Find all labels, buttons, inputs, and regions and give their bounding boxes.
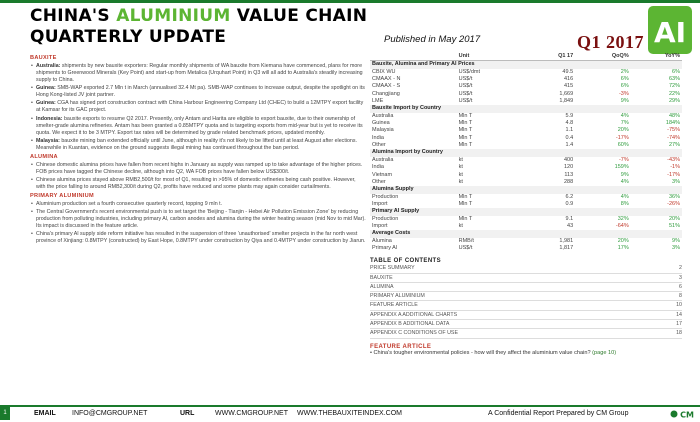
table-cell: US$/t: [458, 83, 473, 90]
title-suffix: VALUE CHAIN: [230, 6, 368, 26]
table-cell: 4%: [620, 193, 629, 200]
summary-bullet: [30, 201, 366, 208]
bullet-text: Chinese domestic alumina prices have fallen from recent highs in January as supply was ramped up to take advantage of the higher prices. FOB prices have tagged the Chinese decline, although into Q2, WA FOB prices have fallen below US$300/t.: [36, 161, 363, 175]
summary-bullet: [30, 138, 366, 152]
table-row: [370, 164, 682, 171]
url-label: URL: [180, 410, 195, 417]
key-data-table: [370, 53, 682, 252]
table-cell: 32%: [617, 215, 629, 222]
toc-item-page: 6: [679, 283, 682, 290]
table-cell: 1.1: [565, 127, 574, 134]
report-title: [30, 6, 367, 48]
table-cell: kt: [458, 171, 463, 178]
table-cell: 1,669: [559, 90, 574, 97]
table-cell: LME: [372, 98, 384, 105]
table-cell: 113: [564, 171, 574, 178]
table-cell: 6%: [672, 68, 680, 75]
toc-item-page: 3: [679, 274, 682, 281]
table-cell: 51%: [668, 222, 680, 229]
table-cell: 36%: [668, 193, 680, 200]
table-cell: 8%: [620, 200, 629, 207]
group-title: Average Costs: [370, 230, 682, 237]
column-header: YoY%: [631, 53, 682, 61]
table-header-row: [370, 53, 682, 61]
table-cell: 7%: [620, 120, 629, 127]
table-row: [370, 127, 682, 134]
bullet-text: China's primary Al supply side reform initiative has resulted in the suspension of three 'unauthorised' smelter projects in the far north west province of Xinjiang: 0.8MTPY (constructed) by East Hope, 0.8MTPY under construction by Qiya and 0.4MTPY under construction by Jiarun.: [36, 231, 366, 245]
column-header: QoQ%: [575, 53, 631, 61]
toc-item[interactable]: [370, 329, 682, 338]
table-cell: Production: [372, 193, 399, 200]
table-cell: 1,981: [559, 237, 574, 244]
table-cell: -64%: [615, 222, 629, 229]
toc-item[interactable]: [370, 274, 682, 283]
bullet-text: CGA has signed port construction contract with China Harbour Engineering Company Ltd (CHEC) to build a 12MTPY export facility at Kamsar for its GAC project.: [36, 100, 364, 114]
summary-column: [30, 53, 366, 403]
section-heading: ALUMINA: [30, 153, 58, 160]
table-cell: Mln T: [458, 134, 473, 141]
section-heading: PRIMARY ALUMINIUM: [30, 192, 94, 199]
table-row: [370, 238, 682, 245]
table-cell: 400: [563, 156, 574, 163]
feature-page-ref[interactable]: (page 10): [592, 349, 617, 356]
bullet-text: SMB-WAP exported 2.7 Mln t in March (annualised 32.4 Mt pa). SMB-WAP continues to increase output, despite the spotlight on its Hong Kong-listed JV joint partner.: [36, 85, 365, 99]
toc-item-label: FEATURE ARTICLE: [370, 302, 418, 309]
table-cell: kt: [458, 156, 463, 163]
table-cell: 1,817: [559, 244, 574, 251]
toc-item[interactable]: [370, 264, 682, 273]
email-link[interactable]: INFO@CMGROUP.NET: [72, 410, 148, 417]
table-cell: Australia: [372, 156, 394, 163]
table-cell: Malaysia: [372, 127, 394, 134]
toc-item-page: 14: [676, 311, 682, 318]
logo-text: AI: [653, 16, 687, 49]
bullet-topic: Malaysia:: [36, 137, 60, 144]
feature-text: China's tougher environmental policies - how will they affect the aluminium value chain?: [373, 349, 591, 356]
table-cell: 4.8: [565, 120, 574, 127]
bullet-text: Chinese alumina prices stayed above RMB2,500/t for most of Q1, resulting in >95% of domestic refineries being cash positive. However, with the price falling to around RMB2,300/t during Q2, profits have reduced and some plants may again consider curtailments.: [36, 177, 356, 190]
toc-item-page: 18: [676, 330, 682, 337]
table-cell: 9%: [620, 98, 629, 105]
table-cell: 49.5: [562, 68, 574, 75]
table-cell: 48%: [668, 112, 680, 119]
table-group-row: [370, 208, 682, 215]
toc-item-page: 2: [679, 265, 682, 272]
table-cell: 288: [563, 178, 574, 185]
table-cell: Mln T: [458, 200, 473, 207]
toc-item[interactable]: [370, 283, 682, 292]
table-cell: Mln T: [458, 120, 473, 127]
table-cell: Other: [372, 142, 386, 149]
bullet-text: shipments by new bauxite exporters: Regular monthly shipments of WA bauxite from Kiemana have commenced, plans for more shipments to Greenwood Minerals (Key Point) and start-up from Metalica (Urquhart Point) in Q3 will all add to Australia's steadily increasing supply to China.: [36, 62, 363, 83]
table-group-row: [370, 230, 682, 237]
summary-bullet: [30, 231, 366, 245]
bullet-text: bauxite mining ban extended officially until June, although in reality it's not likely to be lifted until at least August after elections. Meanwhile in Kuantan, evidence on the ground suggests illegal mining has continued throughout the ban period.: [36, 137, 357, 151]
group-title: Bauxite Import by Country: [370, 105, 682, 112]
table-cell: -43%: [667, 156, 680, 163]
table-cell: -26%: [667, 200, 680, 207]
table-cell: -7%: [618, 156, 629, 163]
table-cell: 184%: [665, 120, 680, 127]
title-prefix: CHINA'S: [30, 6, 117, 26]
table-cell: 20%: [617, 127, 629, 134]
table-cell: US$/dmt: [458, 68, 480, 75]
group-title: Alumina Import by Country: [370, 149, 682, 156]
toc-item-label: APPENDIX B ADDITIONAL DATA: [370, 321, 450, 328]
table-cell: 4%: [620, 178, 629, 185]
table-group-row: [370, 105, 682, 112]
table-cell: Mln T: [458, 142, 473, 149]
table-row: [370, 120, 682, 127]
table-cell: India: [372, 164, 384, 171]
table-row: [370, 245, 682, 252]
summary-bullet: [30, 85, 366, 99]
summary-bullet: [30, 100, 366, 114]
table-cell: 4%: [620, 112, 629, 119]
table-cell: 9%: [672, 237, 680, 244]
email-label: EMAIL: [34, 410, 56, 417]
table-cell: 0.9: [565, 200, 574, 207]
toc-item-page: 17: [676, 321, 682, 328]
summary-bullet: [30, 116, 366, 137]
table-cell: Production: [372, 215, 399, 222]
table-cell: 60%: [617, 142, 629, 149]
table-cell: US$/t: [458, 76, 473, 83]
table-cell: -17%: [615, 134, 629, 141]
table-row: [370, 142, 682, 149]
table-cell: 3%: [672, 178, 680, 185]
group-title: Primary Al Supply: [370, 208, 682, 215]
table-row: [370, 98, 682, 105]
toc-item[interactable]: [370, 320, 682, 329]
table-cell: 415: [563, 83, 574, 90]
table-cell: 159%: [614, 164, 629, 171]
table-group-row: [370, 61, 682, 69]
toc-item-page: 8: [679, 293, 682, 300]
group-title: Alumina Supply: [370, 186, 682, 193]
table-cell: Changjiang: [372, 90, 400, 97]
toc-item[interactable]: [370, 292, 682, 301]
table-cell: India: [372, 134, 384, 141]
table-cell: 2%: [620, 68, 629, 75]
title-line-2: QUARTERLY UPDATE: [30, 27, 227, 47]
title-highlight: ALUMINIUM: [116, 6, 231, 26]
summary-bullet: [30, 162, 366, 176]
bullet-topic: Australia:: [36, 62, 61, 69]
table-cell: CMAAX - S: [372, 83, 401, 90]
confidential-note: A Confidential Report Prepared by CM Group: [488, 410, 629, 417]
table-row: [370, 223, 682, 230]
table-row: [370, 216, 682, 223]
table-cell: CMAAX - N: [372, 76, 401, 83]
table-cell: 5.9: [565, 112, 574, 119]
table-cell: Mln T: [458, 112, 473, 119]
table-cell: kt: [458, 222, 463, 229]
table-cell: -3%: [618, 90, 629, 97]
toc-item-label: APPENDIX A ADDITIONAL CHARTS: [370, 311, 458, 318]
table-row: [370, 201, 682, 208]
toc-item-label: PRIMARY ALUMINIUM: [370, 293, 425, 300]
table-cell: US$/t: [458, 244, 473, 251]
table-row: [370, 157, 682, 164]
table-cell: -75%: [667, 127, 680, 134]
table-cell: 3%: [672, 244, 680, 251]
table-cell: 1.4: [565, 142, 574, 149]
table-cell: 6.2: [565, 193, 574, 200]
table-row: [370, 194, 682, 201]
bullet-text: The Central Government's recent environmental push is to set target the 'Beijing - Tianjin - Hebei Air Pollution Emission Zone' by reducing production from polluting industries, including primary Al, carbon anodes and alumina during the winter heating season (mid Nov to mid Mar). Its impact is discussed in the feature article.: [36, 209, 366, 229]
table-cell: Guinea: [372, 120, 390, 127]
table-cell: Mln T: [458, 127, 473, 134]
table-cell: RMB/t: [458, 237, 474, 244]
table-cell: US$/t: [458, 90, 473, 97]
table-cell: 17%: [617, 244, 629, 251]
bullet-topic: Guinea:: [36, 85, 56, 92]
table-cell: 120: [563, 164, 574, 171]
table-cell: kt: [458, 178, 463, 185]
table-cell: 9.1: [565, 215, 574, 222]
toc-item-label: BAUXITE: [370, 274, 393, 281]
table-group-row: [370, 149, 682, 156]
toc-heading: TABLE OF CONTENTS: [370, 258, 442, 265]
table-cell: US$/t: [458, 98, 473, 105]
bullet-text: Aluminium production set a fourth consecutive quarterly record, topping 9 mln t.: [36, 200, 223, 207]
table-cell: -1%: [670, 164, 680, 171]
table-cell: Australia: [372, 112, 394, 119]
table-cell: Import: [372, 222, 388, 229]
footer-bar: [0, 405, 700, 422]
toc-item-label: APPENDIX C CONDITIONS OF USE: [370, 330, 458, 337]
table-row: [370, 135, 682, 142]
toc-item-page: 10: [676, 302, 682, 309]
table-row: [370, 69, 682, 76]
quarter-label: Q1 2017: [577, 32, 645, 52]
table-cell: Mln T: [458, 215, 473, 222]
table-cell: 1,849: [559, 98, 574, 105]
title-line-1: [30, 6, 367, 27]
table-cell: Alumina: [372, 237, 392, 244]
url-link-bauxiteindex[interactable]: WWW.THEBAUXITEINDEX.COM: [297, 410, 402, 417]
table-row: [370, 91, 682, 98]
cm-logo-text: CM: [680, 410, 694, 420]
feature-heading: FEATURE ARTICLE: [370, 343, 432, 350]
table-cell: Primary Al: [372, 244, 398, 251]
published-date: Published in May 2017: [384, 34, 481, 45]
table-cell: -74%: [667, 134, 680, 141]
toc-item[interactable]: [370, 301, 682, 310]
table-cell: 43: [567, 222, 574, 229]
toc-list: [370, 264, 682, 338]
table-row: [370, 179, 682, 186]
url-link-cmgroup[interactable]: WWW.CMGROUP.NET: [215, 410, 288, 417]
table-row: [370, 113, 682, 120]
table-row: [370, 172, 682, 179]
table-cell: kt: [458, 164, 463, 171]
toc-item-label: PRICE SUMMARY: [370, 265, 415, 272]
bullet-topic: Indonesia:: [36, 115, 63, 122]
page-number: 1: [0, 407, 10, 420]
column-header: [370, 53, 457, 61]
table-cell: 29%: [668, 98, 680, 105]
feature-teaser[interactable]: • China's tougher environmental policies - how will they affect the aluminium value chain? (page 10): [370, 349, 617, 356]
toc-item[interactable]: [370, 311, 682, 320]
table-cell: 20%: [668, 215, 680, 222]
table-cell: 27%: [668, 142, 680, 149]
table-cell: Import: [372, 200, 388, 207]
summary-bullet: [30, 63, 366, 84]
table-cell: 0.4: [565, 134, 574, 141]
table-cell: 22%: [668, 90, 680, 97]
summary-bullet: [30, 177, 366, 191]
table-row: [370, 83, 682, 90]
table-cell: -17%: [667, 171, 680, 178]
table-cell: 6%: [620, 76, 629, 83]
top-accent-bar: [0, 0, 700, 3]
table-row: [370, 76, 682, 83]
table-cell: Mln T: [458, 193, 473, 200]
cm-group-logo-icon: [670, 408, 696, 420]
bullet-text: bauxite exports to resume Q2 2017. Presently, only Antam and Harita are eligible to export bauxite, due to their ownership of smelter-grade alumina refineries. Antam has been granted a 0.85MTPY quota and is targeting exports from mid-year but is yet to receive its quota. We expect it to be 3 MTPY. Export tax rates will be determined by grade related benchmark prices, updated monthly.: [36, 115, 363, 136]
toc-item-label: ALUMINA: [370, 283, 394, 290]
column-header: Q1 17: [524, 53, 575, 61]
data-panel: [370, 53, 682, 405]
bullet-topic: Guinea:: [36, 100, 56, 107]
column-header: Unit: [457, 53, 525, 61]
table-cell: 416: [563, 76, 574, 83]
table-cell: CBIX WU: [372, 68, 396, 75]
table-cell: 63%: [668, 76, 680, 83]
summary-bullet: [30, 209, 366, 230]
ai-logo-icon: [646, 4, 694, 56]
group-title: Bauxite, Alumina and Primary Al Prices: [370, 61, 682, 69]
table-group-row: [370, 186, 682, 193]
table-cell: Vietnam: [372, 171, 393, 178]
section-heading: BAUXITE: [30, 55, 57, 61]
table-cell: 20%: [617, 237, 629, 244]
table-cell: Other: [372, 178, 386, 185]
table-cell: 9%: [620, 171, 629, 178]
table-cell: 72%: [668, 83, 680, 90]
table-cell: 6%: [620, 83, 629, 90]
